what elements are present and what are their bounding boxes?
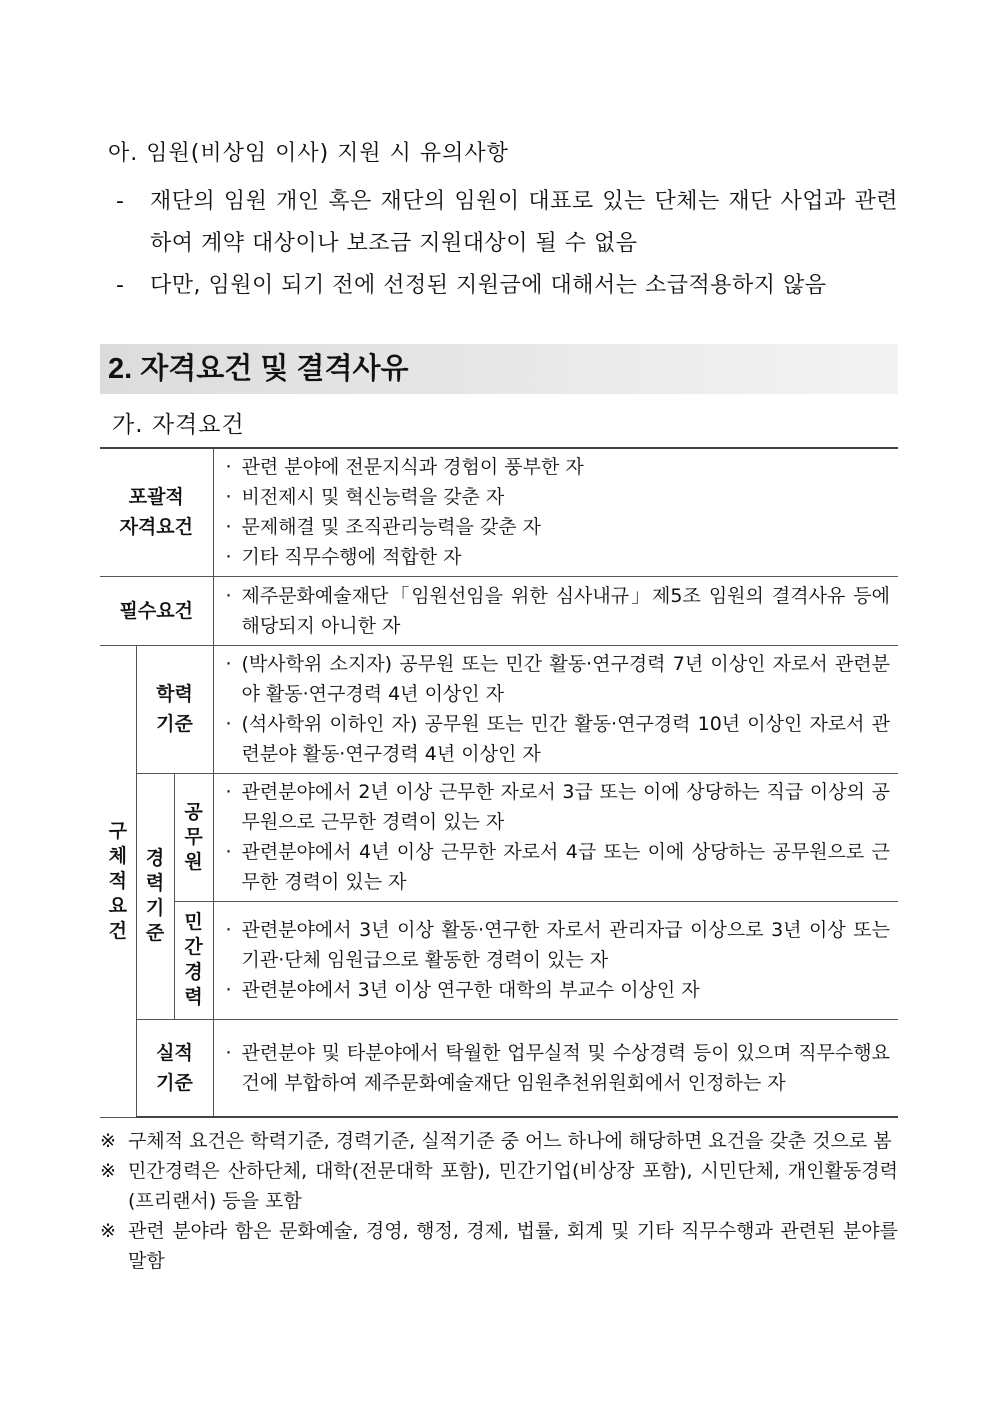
public-label <box>174 773 213 901</box>
row-content <box>213 645 898 773</box>
table-row <box>100 901 898 1019</box>
label-char: 경 <box>145 847 165 869</box>
notice-text: 재단의 임원 개인 혹은 재단의 임원이 대표로 있는 단체는 재단 사업과 관련하여 계약 대상이나 보조금 지원대상이 될 수 없음 <box>150 189 898 256</box>
bullet-dot: · <box>225 584 232 607</box>
notice-section <box>108 136 898 307</box>
row-content <box>213 576 898 645</box>
specific-label <box>100 645 136 1117</box>
footnote-text: 관련 분야라 함은 문화예술, 경영, 행정, 경제, 법률, 회계 및 기타 직무수행과 관련된 분야를 말함 <box>128 1220 898 1272</box>
list-item <box>226 709 891 769</box>
bullet-dot: · <box>225 516 232 539</box>
label-line: 기준 <box>156 713 193 735</box>
private-label <box>174 901 213 1019</box>
label-char: 건 <box>108 919 127 942</box>
list-item <box>226 975 891 1005</box>
item-text: 문제해결 및 조직관리능력을 갖춘 자 <box>241 516 541 539</box>
bullet-dot: · <box>225 1041 232 1064</box>
footnote <box>100 1216 898 1276</box>
footnotes <box>100 1126 898 1276</box>
label-line: 실적 <box>156 1041 193 1064</box>
label-char: 공 <box>184 800 203 823</box>
row-label <box>100 448 213 576</box>
reference-mark-icon: ※ <box>100 1220 116 1242</box>
label-line: 자격요건 <box>119 516 193 539</box>
label-char: 민 <box>184 911 203 933</box>
bullet-dot: · <box>225 486 232 509</box>
item-text: (석사학위 이하인 자) 공무원 또는 민간 활동·연구경력 10년 이상인 자로서 관련분야 활동·연구경력 4년 이상인 자 <box>241 713 890 765</box>
bullet-dot: · <box>225 456 232 479</box>
dash-marker: - <box>116 273 124 298</box>
requirements-table <box>100 447 898 1118</box>
item-text: 관련분야에서 4년 이상 근무한 자로서 4급 또는 이에 상당하는 공무원으로 근무한 경력이 있는 자 <box>241 841 890 893</box>
footnote <box>100 1156 898 1216</box>
item-text: 관련분야에서 3년 이상 활동·연구한 자로서 관리자급 이상으로 3년 이상 또는 기관·단체 임원급으로 활동한 경력이 있는 자 <box>241 919 890 971</box>
list-item <box>226 512 891 542</box>
label-char: 력 <box>184 986 203 1008</box>
row-content <box>213 448 898 576</box>
label-char: 구 <box>108 819 127 842</box>
item-text: 관련분야에서 2년 이상 근무한 자로서 3급 또는 이에 상당하는 직급 이상의 공무원으로 근무한 경력이 있는 자 <box>241 781 890 833</box>
row-label: 필수요건 <box>100 576 213 645</box>
row-content <box>213 901 898 1019</box>
bullet-dot: · <box>225 653 232 675</box>
reference-mark-icon: ※ <box>100 1160 116 1182</box>
subsection-heading: 가. 자격요건 <box>112 412 245 438</box>
label-char: 체 <box>108 844 127 867</box>
list-item <box>226 542 891 572</box>
reference-mark-icon: ※ <box>100 1130 116 1152</box>
row-label <box>136 1019 213 1117</box>
label-line: 학력 <box>156 683 193 705</box>
label-char: 요 <box>108 894 127 917</box>
table-row <box>100 645 898 773</box>
list-item <box>226 915 891 975</box>
label-char: 기 <box>145 897 165 919</box>
bullet-dot: · <box>225 713 232 735</box>
list-item <box>226 837 891 897</box>
dash-marker: - <box>116 189 124 214</box>
bullet-dot: · <box>225 781 232 803</box>
list-item <box>226 1038 891 1098</box>
notice-bullet <box>108 181 898 265</box>
footnote <box>100 1126 898 1156</box>
bullet-dot: · <box>225 841 232 863</box>
row-label <box>136 645 213 773</box>
label-char: 원 <box>184 850 203 873</box>
item-text: 제주문화예술재단「임원선임을 위한 심사내규」제5조 임원의 결격사유 등에 해당되지 아니한 자 <box>241 584 890 637</box>
label-char: 적 <box>108 869 127 892</box>
label-line: 기준 <box>156 1071 193 1094</box>
list-item <box>226 649 891 709</box>
item-text: 관련분야 및 타분야에서 탁월한 업무실적 및 수상경력 등이 있으며 직무수행요건에 부합하여 제주문화예술재단 임원추천위원회에서 인정하는 자 <box>241 1041 890 1094</box>
list-item <box>226 452 891 482</box>
item-text: 관련 분야에 전문지식과 경험이 풍부한 자 <box>241 456 584 479</box>
label-char: 무 <box>184 825 203 848</box>
label-line: 포괄적 <box>128 486 184 509</box>
bullet-dot: · <box>225 919 232 941</box>
item-text: 기타 직무수행에 적합한 자 <box>241 546 462 569</box>
table-row <box>100 576 898 645</box>
notice-bullet <box>108 265 898 307</box>
row-content <box>213 773 898 901</box>
list-item <box>226 581 891 641</box>
list-item <box>226 482 891 512</box>
footnote-text: 민간경력은 산하단체, 대학(전문대학 포함), 민간기업(비상장 포함), 시민단체, 개인활동경력(프리랜서) 등을 포함 <box>128 1160 898 1212</box>
item-text: (박사학위 소지자) 공무원 또는 민간 활동·연구경력 7년 이상인 자로서 관련분야 활동·연구경력 4년 이상인 자 <box>241 653 890 705</box>
row-content <box>213 1019 898 1117</box>
label-char: 준 <box>145 922 165 944</box>
list-item <box>226 777 891 837</box>
label-char: 력 <box>145 872 165 894</box>
footnote-text: 구체적 요건은 학력기준, 경력기준, 실적기준 중 어느 하나에 해당하면 요건을 갖춘 것으로 봄 <box>128 1130 892 1152</box>
table-row <box>100 773 898 901</box>
label-char: 경 <box>184 961 203 983</box>
table-row <box>100 448 898 576</box>
item-text: 비전제시 및 혁신능력을 갖춘 자 <box>241 486 505 509</box>
item-text: 관련분야에서 3년 이상 연구한 대학의 부교수 이상인 자 <box>241 979 700 1001</box>
notice-title: 아. 임원(비상임 이사) 지원 시 유의사항 <box>108 141 509 166</box>
career-label <box>136 773 174 1019</box>
section-heading: 2. 자격요건 및 결격사유 <box>100 344 898 394</box>
notice-text: 다만, 임원이 되기 전에 선정된 지원금에 대해서는 소급적용하지 않음 <box>150 273 827 298</box>
bullet-dot: · <box>225 979 232 1001</box>
table-row <box>100 1019 898 1117</box>
bullet-dot: · <box>225 546 232 569</box>
label-char: 간 <box>184 936 203 958</box>
